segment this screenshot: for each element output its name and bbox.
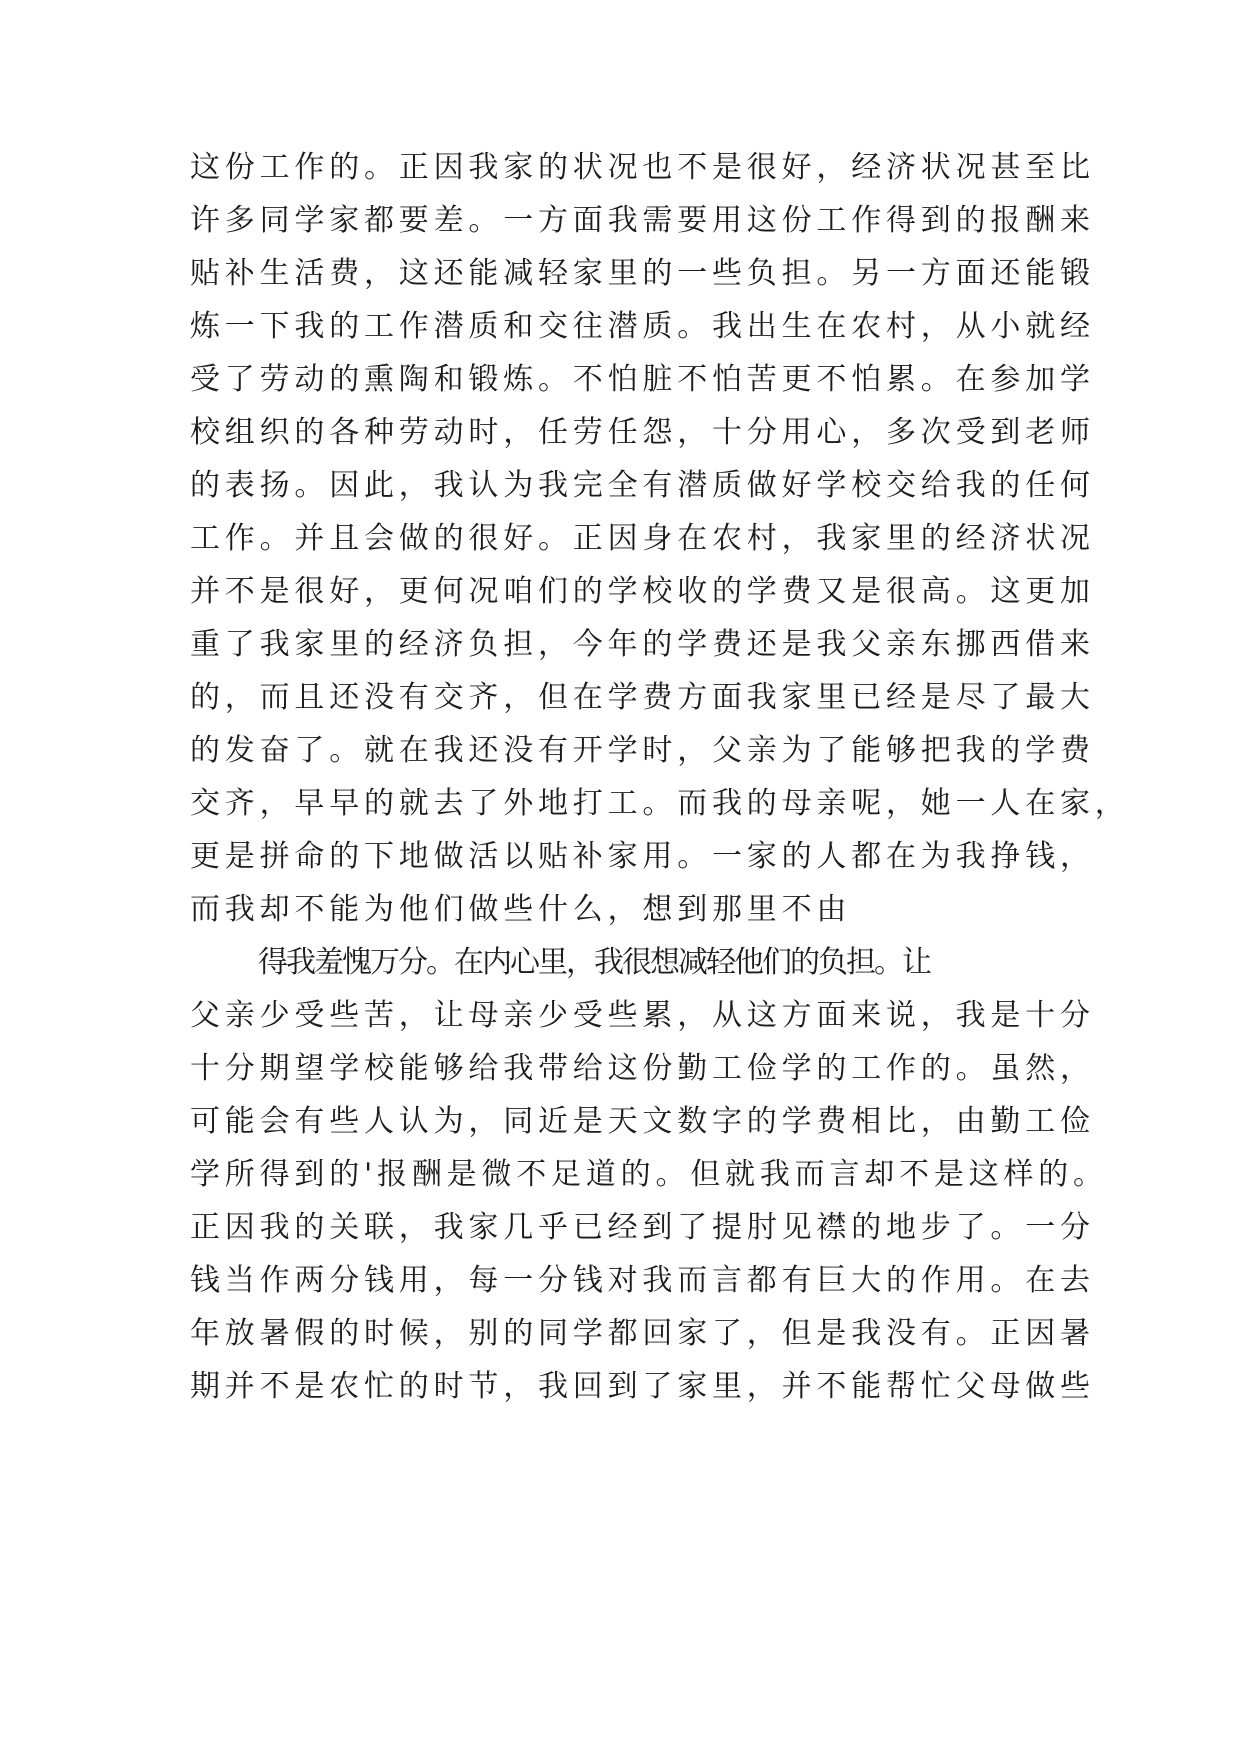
text-line: 更是拼命的下地做活以贴补家用。一家的人都在为我挣钱，	[190, 839, 1095, 874]
text-line: 并不是很好，更何况咱们的学校收的学费又是很高。这更加	[190, 574, 1095, 609]
text-line: 的表扬。因此，我认为我完全有潜质做好学校交给我的任何	[190, 468, 1095, 503]
text-line: 学所得到的'报酬是微不足道的。但就我而言却不是这样的。	[190, 1157, 1108, 1192]
text-line: 十分期望学校能够给我带给这份勤工俭学的工作的。虽然，	[190, 1051, 1095, 1086]
text-line: 可能会有些人认为，同近是天文数字的学费相比，由勤工俭	[190, 1104, 1095, 1139]
text-line: 重了我家里的经济负担，今年的学费还是我父亲东挪西借来	[190, 627, 1095, 662]
text-line: 得我羞愧万分。在内心里，我很想减轻他们的负担。让	[258, 945, 930, 980]
text-line: 许多同学家都要差。一方面我需要用这份工作得到的报酬来	[190, 203, 1095, 238]
text-line: 正因我的关联，我家几乎已经到了提肘见襟的地步了。一分	[190, 1210, 1095, 1245]
text-line: 的，而且还没有交齐，但在学费方面我家里已经是尽了最大	[190, 680, 1095, 715]
text-line: 父亲少受些苦，让母亲少受些累，从这方面来说，我是十分	[190, 998, 1095, 1033]
text-line: 炼一下我的工作潜质和交往潜质。我出生在农村，从小就经	[190, 309, 1095, 344]
text-line: 校组织的各种劳动时，任劳任怨，十分用心，多次受到老师	[190, 415, 1095, 450]
text-line: 钱当作两分钱用，每一分钱对我而言都有巨大的作用。在去	[190, 1263, 1095, 1298]
text-line: 贴补生活费，这还能减轻家里的一些负担。另一方面还能锻	[190, 256, 1095, 291]
text-line: 这份工作的。正因我家的状况也不是很好，经济状况甚至比	[190, 150, 1095, 185]
text-line: 的发奋了。就在我还没有开学时，父亲为了能够把我的学费	[190, 733, 1095, 768]
text-line: 受了劳动的熏陶和锻炼。不怕脏不怕苦更不怕累。在参加学	[190, 362, 1095, 397]
text-line: 年放暑假的时候，别的同学都回家了，但是我没有。正因暑	[190, 1316, 1095, 1351]
text-line: 工作。并且会做的很好。正因身在农村，我家里的经济状况	[190, 521, 1095, 556]
text-line: 而我却不能为他们做些什么，想到那里不由	[190, 892, 852, 927]
text-line: 交齐，早早的就去了外地打工。而我的母亲呢，她一人在家，	[190, 786, 1130, 821]
text-line: 期并不是农忙的时节，我回到了家里，并不能帮忙父母做些	[190, 1369, 1095, 1404]
